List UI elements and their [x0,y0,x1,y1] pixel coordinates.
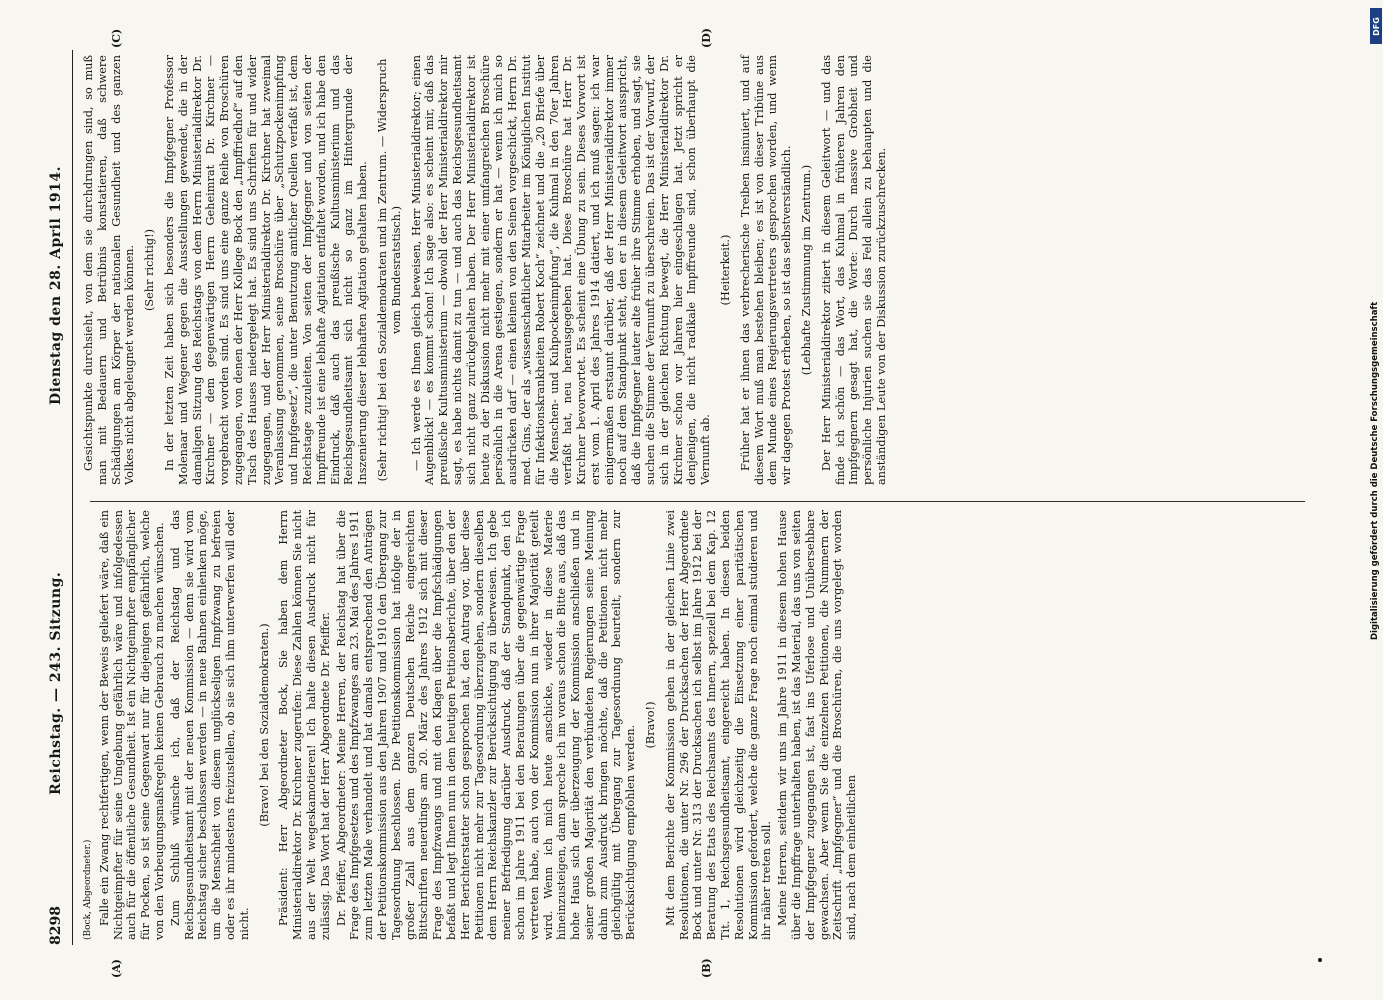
left-column-paragraph: (Bock, Abgeordneter.) [83,839,93,940]
right-column-paragraph: (Sehr richtig!) [143,228,157,312]
scan-speck [1318,958,1322,962]
page-number: 8298 [48,906,64,945]
right-column-paragraph: In der letzten Zeit haben sich besonders die Impfgegner Professor Molenaar und Wegener gegen die Ausstellungen gewendet, die in der damaligen Sitzung des Reichstags von dem Herrn Ministerialdirektor Dr. Kirchner — dem gegenwärtigen Herrn Geheimrat Dr. Kirchner — vorgebracht worden sind. Es sind uns eine ganze Reihe von Broschüren zugegangen, von denen der Herr Kollege Bock den „Impffriedhof“ auf den Tisch des Hauses niedergelegt hat. Es sind uns Schriften für und wider zugegangen, und der Herr Ministerialdirektor Dr. Kirchner hat zweimal Veranlassung genommen, seine Broschüre über „Schutzpockenimpfung und Impfgesetz“, die unter Benutzung amtlicher Quellen verfaßt ist, dem Reichstage zuzuleiten. Von seiten der Impfgegner und von seiten der Impffreunde ist eine lebhafte Agitation entfaltet worden, und ich habe den Eindruck, daß auch das preußische Kultusministerium und das Reichsgesundheitsamt sich nicht so ganz im Hintergrunde der Inszenierung dieser lebhaften Agitation gehalten haben. [162,55,370,485]
right-column-paragraph: — Ich werde es Ihnen gleich beweisen, Herr Ministerialdirektor; einen Augenblick! — es kommt schon! Ich sage also: es scheint mir, daß das preußische Kultusministerium — obwohl der Herr Ministerialdirektor mir sagt, es habe nichts damit zu tun — und auch das Reichsgesundheitsamt sich nicht ganz zurückgehalten haben. Der Herr Ministerialdirektor ist heute zu der Diskussion nicht mehr mit einer umfangreichen Broschüre persönlich in die Arena gestiegen, sondern er hat — wenn ich mich so ausdrücken darf — einen kleinen von den Seinen vorgeschickt, Herrn Dr. med. Gins, der als „wissenschaftlicher Mitarbeiter im Königlichen Institut für Infektionskrankheiten Robert Koch“ zeichnet und die „20 Briefe über die Menschen- und Kuhpockenimpfung“, die Kuhmal in den 70er Jahren verfaßt hat, neu herausgegeben hat. Diese Broschüre hat Herr Dr. Kirchner bevorwortet. Es scheint eine Übung zu sein. Dieses Vorwort ist erst vom 1. April des Jahres 1914 datiert, und ich muß sagen: ich war einigermaßen erstaunt darüber, daß der Herr Ministerialdirektor immer noch auf dem Standpunkt steht, den er in diesem Geleitwort ausspricht, daß die Impfgegner lauter alte früher ihre Stimme erhoben, und sagt, sie suchen die Stimme der Vernunft zu überschreien. Das ist der Vorwurf, der sich in der gleichen Richtung bewegt, die Herr Ministerialdirektor Dr. Kirchner schon vor Jahren hier eingeschlagen hat. Jetzt spricht er denjenigen, die nicht radikale Impffreunde sind, schon überhaupt die Vernunft ab. [409,55,713,485]
header-right-title: Dienstag den 28. April 1914. [48,166,64,405]
left-column-paragraph: Falle ein Zwang rechtfertigen, wenn der Beweis geliefert wäre, daß ein Nichtgeimpfter für seine Umgebung gefährlich wäre und infolgedessen auch für die öffentliche Gesundheit. Ist ein Nichtgeimpfter empfänglicher für Pocken, so ist seine Gegenwart nur für diejenigen gefährlich, welche von den Vorbeugungsmaßregeln keinen Gebrauch zu machen wünschen. [97,510,166,940]
column-divider [90,501,1305,502]
left-column [82,510,861,940]
right-column-paragraph: (Sehr richtig! bei den Sozialdemokraten und im Zentrum. — Widerspruch vom Bundesratstisch.) [375,58,403,482]
left-column-paragraph: Zum Schluß wünsche ich, daß der Reichstag und das Reichsgesundheitsamt mit der neuen Kommission — denn sie wird vom Reichstag sicher beschlossen werden — in neue Bahnen einlenken möge, um die Menschheit von diesem unglückseligen Impfzwang zu befreien oder es ihr mindestens freizustellen, ob sie sich ihm unterwerfen will oder nicht. [168,510,251,940]
right-column-paragraph: Der Herr Ministerialdirektor zitiert in diesem Geleitwort — und das finde ich schön — das Wort, das Kuhmal in früheren Jahren den Impfgegnern gesagt hat, die Worte: Durch massive Grobheit und persönliche Injurien suchen sie das Feld allein zu behaupten und die anständigen Leute von der Diskussion zurückzuschrecken. [819,55,889,485]
right-column [82,55,891,485]
left-column-paragraph: (Bravo! bei den Sozialdemokraten.) [257,623,271,827]
left-column-paragraph: Präsident: Herr Abgeordneter Bock, Sie haben dem Herrn Ministerialdirektor Dr. Kirchner zugerufen: Diese Zahlen können Sie nicht aus der Welt wegeskamotieren! Ich halte diesen Ausdruck nicht für zulässig. Das Wort hat der Herr Abgeordnete Dr. Pfeiffer. [277,510,332,940]
dfg-logo: DFG [1370,8,1382,44]
margin-mark-b: (B) [700,958,713,978]
left-column-paragraph: Mit dem Berichte der Kommission gehen in der gleichen Linie zwei Resolutionen, die unter Nr. 296 der Drucksachen der Herr Abgeordnete Bock und unter Nr. 313 der Drucksachen ich selbst im Jahre 1912 bei der Beratung des Etats des Reichsamts des Innern, speziell bei dem Kap. 12 Tit. 1, Reichsgesundheitsamt, eingereicht haben. In diesen beiden Resolutionen wird gleichzeitig die Einsetzung einer paritätischen Kommission gefordert, welche die ganze Frage noch einmal studieren und ihr näher treten soll. [663,510,774,940]
right-column-paragraph: Früher hat er ihnen das verbrecherische Treiben insinuiert, und auf diesem Wort muß man bestehen bleiben; es ist von dieser Tribüne aus dem Munde eines Regierungsvertreters gesprochen worden, und wenn wir dagegen Protest erheben, so ist das selbstverständlich. [738,55,794,485]
page-header [48,50,70,945]
right-column-paragraph: (Heiterkeit.) [719,234,733,306]
left-column-paragraph: Dr. Pfeiffer, Abgeordneter: Meine Herren, der Reichstag hat über die Frage des Impfgesetzes und des Impfzwanges am 23. Mai des Jahres 1911 zum letzten Male verhandelt und hat damals entsprechend den Anträgen der Petitionskommission aus den Jahren 1907 und 1910 den Übergang zur Tagesordnung beschlossen. Die Petitionskommission hat infolge der in großer Zahl aus dem ganzen Deutschen Reiche eingereichten Bittschriften neuerdings am 20. März des Jahres 1912 sich mit dieser Frage des Impfzwangs und mit den Klagen über die Impfschädigungen befaßt und legt Ihnen nun in dem heutigen Petitionsberichte, über den der Herr Berichterstatter schon gesprochen hat, den Antrag vor, über diese Petitionen nicht mehr zur Tagesordnung überzugehen, sondern dieselben dem Herrn Reichskanzler zur Berücksichtigung zu überweisen. Ich gebe meiner Befriedigung darüber Ausdruck, daß der Standpunkt, den ich schon im Jahre 1911 bei den Beratungen über die gegenwärtige Frage vertreten habe, auch von der Kommission nun in ihrer Majorität geteilt wird. Wenn ich mich heute anschicke, wieder in diese Materie hineinzusteigen, dann spreche ich im voraus schon die Bitte aus, daß das hohe Haus sich der überzeugung der Kommission anschließen und in seiner großen Majorität den verbündeten Regierungen seine Meinung dahin zum Ausdruck bringen möchte, daß die Petitionen nicht mehr gleichgültig mit Übergang zur Tagesordnung beurteilt, sondern zur Berücksichtigung empfohlen werden. [334,510,638,940]
margin-mark-d: (D) [700,28,713,48]
right-column-paragraph: Gesichtspunkte durchsieht, von dem sie durchdrungen sind, so muß man mit Bedauern und Betrübnis konstatieren, daß schwere Schädigungen am Körper der nationalen Gesundheit und des ganzen Volkes nicht abgeleugnet werden können. [82,55,137,485]
right-column-paragraph: (Lebhafte Zustimmung im Zentrum.) [800,164,814,376]
margin-mark-c: (C) [110,28,123,48]
header-rule [72,50,73,945]
left-column-paragraph: (Bravo!) [644,701,658,749]
left-column-paragraph: Meine Herren, seitdem wir uns im Jahre 1911 in diesem hohen Hause über die Impffrage unterhalten haben, ist das Material, das uns von seiten der Impfgegner zugegangen ist, fast ins Uferlose und Unübersehbare gewachsen. Aber wenn Sie die einzelnen Petitionen, die Nummern der Zeitschrift „Impfgegner“ und die Broschüren, die uns vorgelegt worden sind, nach dem einheitlichen [776,510,859,940]
header-left-title: Reichstag. — 243. Sitzung. [48,571,64,795]
digitization-note: Digitalisierung gefördert durch die Deutsche Forschungsgemeinschaft [1370,301,1380,640]
margin-mark-a: (A) [110,959,123,978]
